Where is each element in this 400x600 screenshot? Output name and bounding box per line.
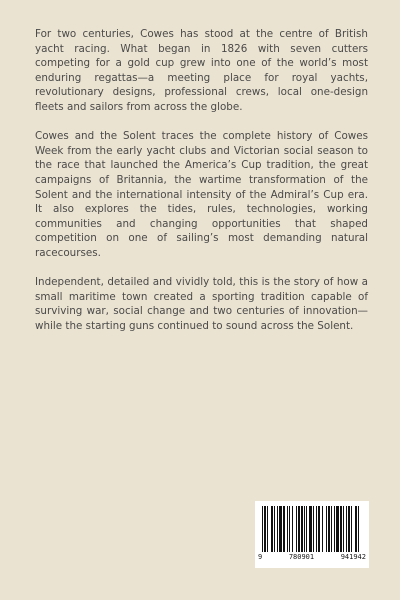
barcode-bars bbox=[261, 506, 363, 552]
barcode-digits bbox=[258, 553, 366, 562]
barcode-bar bbox=[271, 506, 273, 552]
barcode-digits-right: 941942 bbox=[340, 553, 366, 561]
barcode-bar bbox=[328, 506, 330, 552]
barcode-bar bbox=[358, 506, 359, 552]
barcode-bar bbox=[274, 506, 275, 552]
blurb-text bbox=[35, 27, 368, 348]
barcode-digit-lead: 9 bbox=[258, 553, 263, 561]
barcode-bar bbox=[292, 506, 293, 552]
blurb-paragraph-3: Independent, detailed and vividly told, this is the story of how a small maritime town created a sporting tradition capable of surviving war, social change and two centuries of innovation—while the starting guns continued to sound across the Solent. bbox=[35, 276, 368, 332]
barcode-bar bbox=[318, 506, 320, 552]
barcode-bar bbox=[331, 506, 332, 552]
barcode-bar bbox=[309, 506, 312, 552]
barcode-bar bbox=[287, 506, 288, 552]
barcode-bar bbox=[336, 506, 339, 552]
blurb-paragraph-2: Cowes and the Solent traces the complete history of Cowes Week from the early yacht clubs and Victorian social season to the race that launched the America’s Cup tradition, the great campaigns of Britannia, the wartime transformation of the Solent and the international intensity of the Admiral’s Cup era. It also explores the tides, rules, technologies, working communities and changing opportunities that shaped competition on one of sailing’s most demanding natural racecourses. bbox=[35, 130, 368, 259]
barcode-bar bbox=[267, 506, 268, 552]
isbn-barcode bbox=[255, 501, 369, 568]
barcode-bar bbox=[279, 506, 282, 552]
barcode-bar bbox=[351, 506, 352, 552]
barcode-bar bbox=[348, 506, 350, 552]
barcode-bar bbox=[277, 506, 278, 552]
barcode-bar bbox=[301, 506, 303, 552]
barcode-bar bbox=[264, 506, 266, 552]
barcode-bar bbox=[296, 506, 297, 552]
barcode-bar bbox=[306, 506, 307, 552]
barcode-bar bbox=[346, 506, 347, 552]
barcode-bar bbox=[355, 506, 357, 552]
barcode-bar bbox=[262, 506, 263, 552]
barcode-bar bbox=[313, 506, 314, 552]
blurb-paragraph-1: For two centuries, Cowes has stood at the centre of British yacht racing. What began in 1826 with seven cutters competing for a gold cup grew into one of the world’s most enduring regattas—a meeting place for royal yachts, revolutionary designs, professional crews, local one-design fleets and sailors from across the globe. bbox=[35, 28, 368, 113]
barcode-bar bbox=[304, 506, 305, 552]
barcode-bar bbox=[343, 506, 344, 552]
barcode-bar bbox=[322, 506, 323, 552]
barcode-digits-left: 780901 bbox=[288, 553, 315, 561]
barcode-bar bbox=[289, 506, 290, 552]
barcode-bar bbox=[326, 506, 327, 552]
barcode-bar bbox=[316, 506, 317, 552]
barcode-bar bbox=[298, 506, 300, 552]
barcode-bar bbox=[334, 506, 335, 552]
barcode-bar bbox=[340, 506, 342, 552]
barcode-bar bbox=[283, 506, 285, 552]
